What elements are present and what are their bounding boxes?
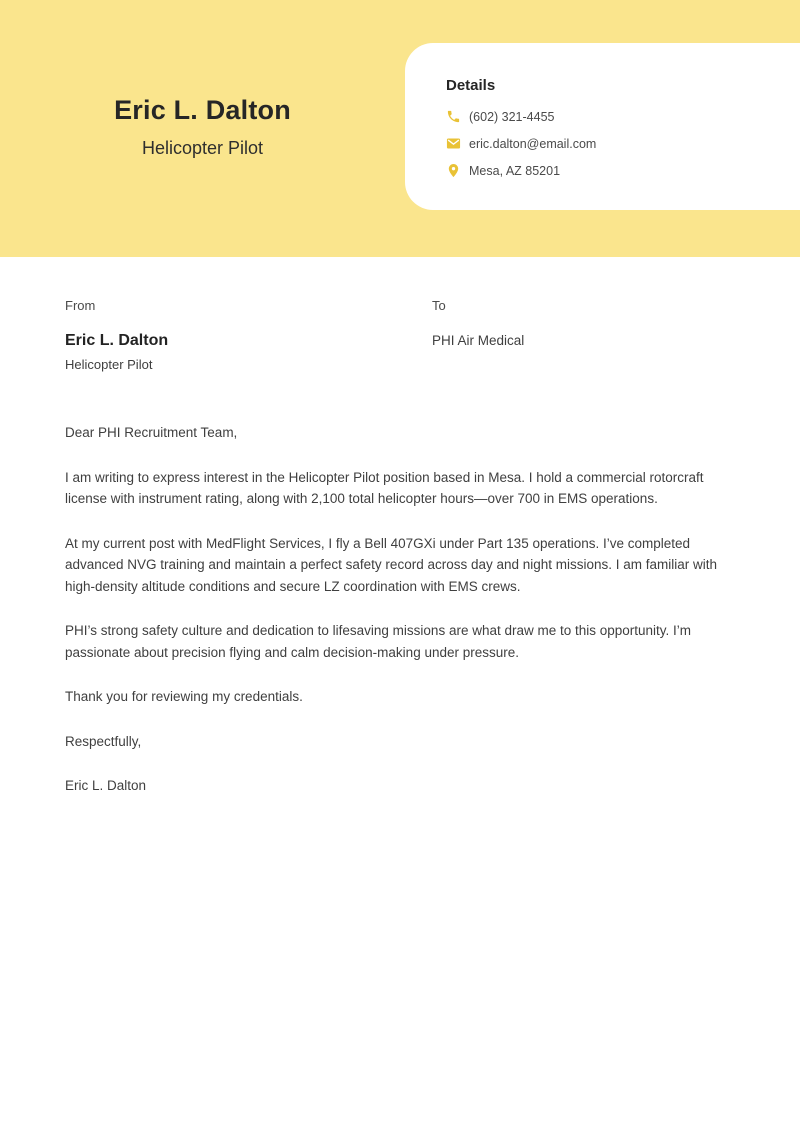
details-heading: Details (446, 77, 496, 94)
letter-paragraph: Thank you for reviewing my credentials. (65, 689, 303, 704)
phone-icon (446, 109, 461, 124)
location-text: Mesa, AZ 85201 (469, 163, 561, 178)
contact-row-location (446, 163, 780, 178)
email-address: eric.dalton@email.com (469, 136, 597, 151)
letter-salutation: Dear PHI Recruitment Team, (65, 425, 238, 440)
contact-row-email (446, 136, 780, 151)
candidate-job-title: Helicopter Pilot (141, 137, 264, 158)
location-icon (446, 163, 461, 178)
recipients-block (65, 298, 735, 373)
from-name: Eric L. Dalton (65, 332, 169, 349)
identity-block (0, 43, 405, 210)
letter-body (65, 422, 737, 797)
contact-row-phone (446, 109, 780, 124)
from-column (65, 298, 432, 373)
email-icon (446, 136, 461, 151)
to-name: PHI Air Medical (432, 333, 525, 348)
phone-number: (602) 321-4455 (469, 109, 555, 124)
to-column (432, 298, 735, 373)
letter-paragraph: PHI’s strong safety culture and dedication to lifesaving missions are what draw me to this opportunity. I’m passionate about precision flying and calm decision-making under pressure. (65, 623, 692, 660)
letter-paragraph: I am writing to express interest in the Helicopter Pilot position based in Mesa. I hold a commercial rotorcraft license with instrument rating, along with 2,100 total helicopter hours—over 700 in EMS operations. (65, 469, 704, 506)
from-title: Helicopter Pilot (65, 357, 153, 372)
to-label: To (432, 298, 446, 313)
letter-signature: Eric L. Dalton (65, 778, 147, 793)
candidate-name: Eric L. Dalton (114, 94, 291, 125)
from-label: From (65, 298, 96, 313)
letter-paragraph: At my current post with MedFlight Services, I fly a Bell 407GXi under Part 135 operations. I’ve completed advanced NVG training and maintain a perfect safety record across day and night missions. I am familiar with high-density altitude conditions and secure LZ coordination with EMS crews. (65, 535, 718, 594)
details-card (405, 43, 800, 210)
header-band (0, 0, 800, 257)
letter-closing: Respectfully, (65, 733, 142, 749)
